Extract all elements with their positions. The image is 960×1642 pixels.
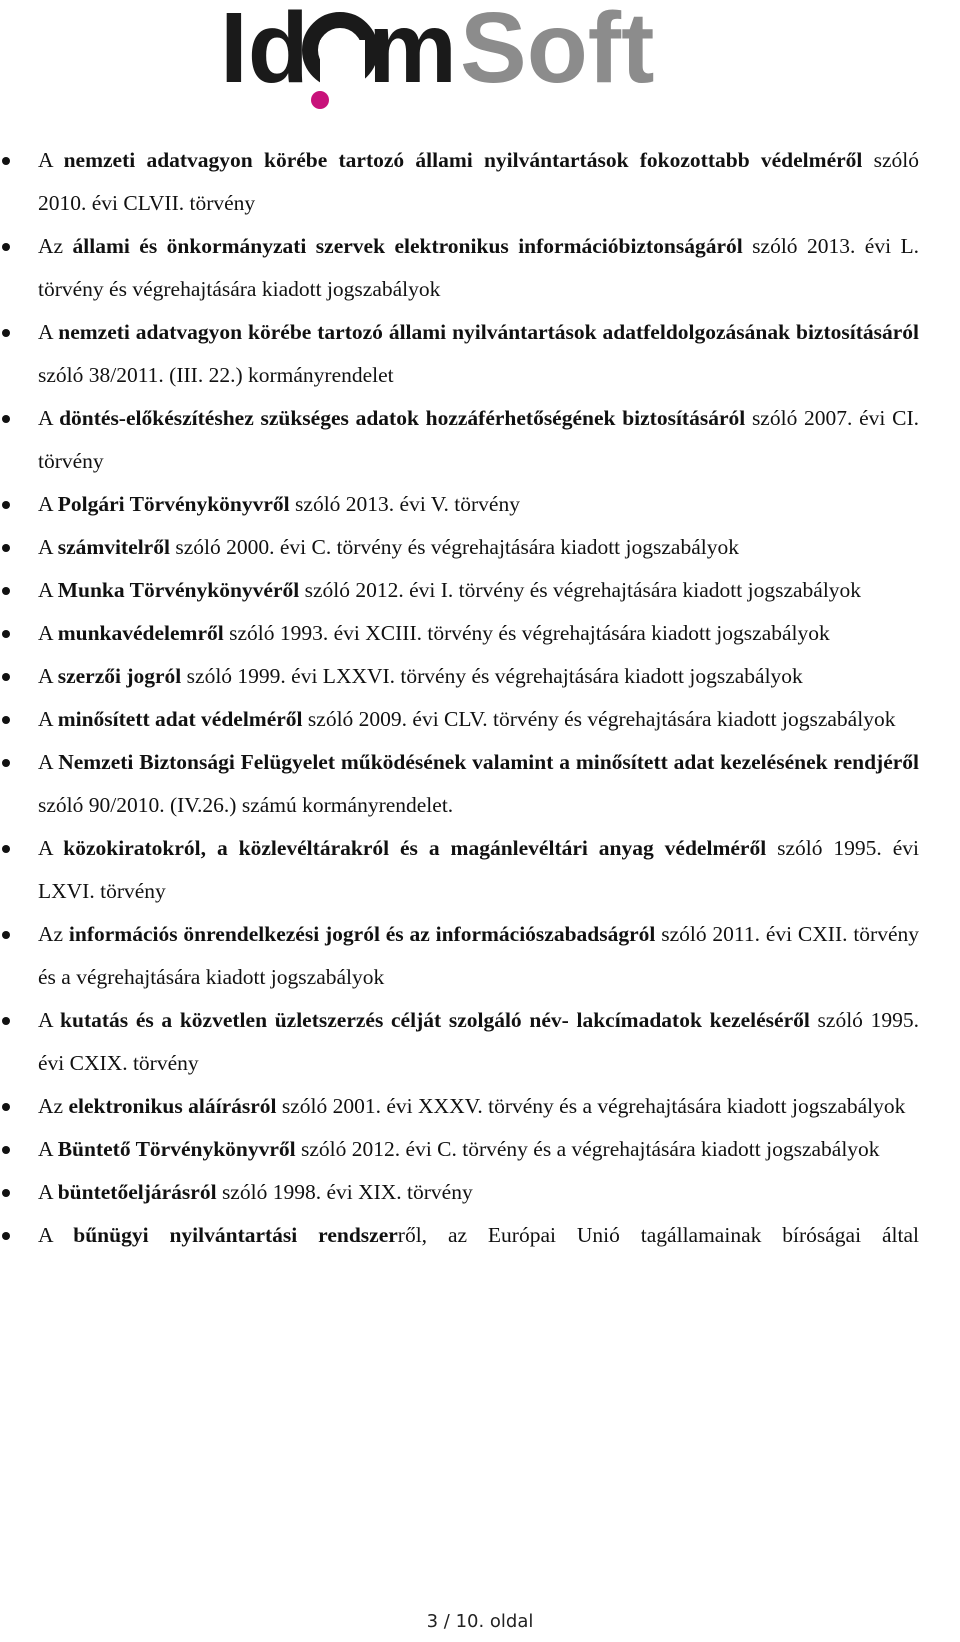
item-bold-text: nemzeti adatvagyon körébe tartozó állami nyilvántartások adatfeldolgozásának biztosításáról [58, 320, 920, 344]
idomsoft-logo [220, 0, 740, 118]
item-bold-text: közokiratokról, a közlevéltárakról és a magánlevéltári anyag védelméről [63, 836, 767, 860]
bullet-icon [2, 544, 10, 552]
item-text: Az [38, 234, 73, 258]
page-number: 3 / 10. oldal [426, 1611, 534, 1632]
item-bold-text: minősített adat védelméről [57, 707, 303, 731]
item-text: szóló 90/2010. (IV.26.) számú kormányrendelet. [38, 793, 454, 817]
item-text: szóló 1995. évi CXIX. törvény [38, 1008, 919, 1075]
item-text: szóló 1998. évi XIX. törvény [216, 1180, 473, 1204]
item-text: A [38, 1180, 58, 1204]
list-item [0, 1214, 919, 1257]
item-text: Az [38, 922, 69, 946]
bullet-icon [2, 329, 10, 337]
list-item [0, 913, 919, 999]
list-item [0, 311, 919, 397]
item-text: A [38, 1223, 74, 1247]
bullet-icon [2, 1103, 10, 1111]
bullet-icon [2, 1189, 10, 1197]
bullet-icon [2, 1232, 10, 1240]
item-text: szóló 2001. évi XXXV. törvény és a végrehajtására kiadott jogszabályok [276, 1094, 906, 1118]
list-item [0, 526, 919, 569]
item-bold-text: büntetőeljárásról [57, 1180, 217, 1204]
item-text: A [38, 535, 58, 559]
list-item [0, 612, 919, 655]
item-bold-text: Polgári Törvénykönyvről [57, 492, 290, 516]
logo-text-ido: Id [220, 0, 309, 104]
item-text: A [38, 621, 58, 645]
item-bold-text: elektronikus aláírásról [68, 1094, 277, 1118]
list-item [0, 1171, 919, 1214]
item-bold-text: nemzeti adatvagyon körébe tartozó állami nyilvántartások fokozottabb védelméről [63, 148, 863, 172]
item-text: szóló 2000. évi C. törvény és végrehajtására kiadott jogszabályok [169, 535, 739, 559]
item-text: A [38, 492, 58, 516]
bullet-icon [2, 157, 10, 165]
item-text: A [38, 148, 64, 172]
list-item [0, 139, 919, 225]
law-list [0, 139, 960, 1257]
item-text: ről, az Európai Unió tagállamainak bíróságai által [397, 1223, 919, 1247]
logo-text-m: m [368, 0, 457, 104]
item-bold-text: bűnügyi nyilvántartási rendszer [73, 1223, 398, 1247]
item-text: szóló 2010. évi CLVII. törvény [38, 148, 919, 215]
item-text: szóló 38/2011. (III. 22.) kormányrendelet [38, 363, 394, 387]
item-text: A [38, 406, 60, 430]
bullet-icon [2, 587, 10, 595]
logo-o-mark [310, 20, 370, 109]
list-item [0, 569, 919, 612]
item-text: szóló 2007. évi CI. törvény [38, 406, 920, 473]
item-text: szóló 2012. évi C. törvény és a végrehajtására kiadott jogszabályok [295, 1137, 880, 1161]
item-text: szóló 2012. évi I. törvény és végrehajtására kiadott jogszabályok [299, 578, 862, 602]
list-item [0, 397, 919, 483]
item-bold-text: állami és önkormányzati szervek elektronikus információbiztonságáról [72, 234, 743, 258]
list-item [0, 1128, 919, 1171]
item-text: Az [38, 1094, 69, 1118]
item-text: szóló 2013. évi V. törvény [289, 492, 520, 516]
item-bold-text: Büntető Törvénykönyvről [57, 1137, 296, 1161]
list-item [0, 225, 919, 311]
item-bold-text: döntés-előkészítéshez szükséges adatok hozzáférhetőségének biztosításáról [59, 406, 746, 430]
item-text: szóló 2011. évi CXII. törvény és a végrehajtására kiadott jogszabályok [38, 922, 919, 989]
item-bold-text: számvitelről [57, 535, 170, 559]
item-text: szóló 2013. évi L. törvény és végrehajtására kiadott jogszabályok [38, 234, 919, 301]
item-text: A [38, 320, 59, 344]
item-text: szóló 1995. évi LXVI. törvény [38, 836, 919, 903]
bullet-icon [2, 630, 10, 638]
bullet-icon [2, 243, 10, 251]
bullet-icon [2, 845, 10, 853]
list-item [0, 1085, 919, 1128]
bullet-icon [2, 415, 10, 423]
list-item [0, 483, 919, 526]
bullet-icon [2, 759, 10, 767]
document-body [0, 139, 960, 1257]
item-bold-text: információs önrendelkezési jogról és az információszabadságról [68, 922, 656, 946]
item-bold-text: kutatás és a közvetlen üzletszerzés célját szolgáló név- lakcímadatok kezeléséről [60, 1008, 810, 1032]
item-text: szóló 1993. évi XCIII. törvény és végrehajtására kiadott jogszabályok [223, 621, 830, 645]
list-item [0, 827, 919, 913]
item-text: A [38, 578, 58, 602]
list-item [0, 698, 919, 741]
bullet-icon [2, 673, 10, 681]
item-bold-text: munkavédelemről [57, 621, 224, 645]
list-item [0, 741, 919, 827]
item-text: A [38, 836, 64, 860]
logo-graphic [220, 0, 740, 118]
item-text: szóló 2009. évi CLV. törvény és végrehajtására kiadott jogszabályok [302, 707, 896, 731]
list-item [0, 655, 919, 698]
item-text: A [38, 1008, 61, 1032]
item-text: A [38, 707, 58, 731]
item-bold-text: Munka Törvénykönyvéről [57, 578, 300, 602]
bullet-icon [2, 1146, 10, 1154]
bullet-icon [2, 501, 10, 509]
bullet-icon [2, 931, 10, 939]
list-item [0, 999, 919, 1085]
item-text: szóló 1999. évi LXXVI. törvény és végrehajtására kiadott jogszabályok [181, 664, 803, 688]
item-bold-text: Nemzeti Biztonsági Felügyelet működésének valamint a minősített adat kezelésének rendjéről [58, 750, 919, 774]
item-text: A [38, 664, 58, 688]
item-text: A [38, 750, 59, 774]
item-bold-text: szerzői jogról [57, 664, 182, 688]
item-text: A [38, 1137, 58, 1161]
bullet-icon [2, 1017, 10, 1025]
bullet-icon [2, 716, 10, 724]
logo-text-soft: Soft [460, 0, 655, 104]
